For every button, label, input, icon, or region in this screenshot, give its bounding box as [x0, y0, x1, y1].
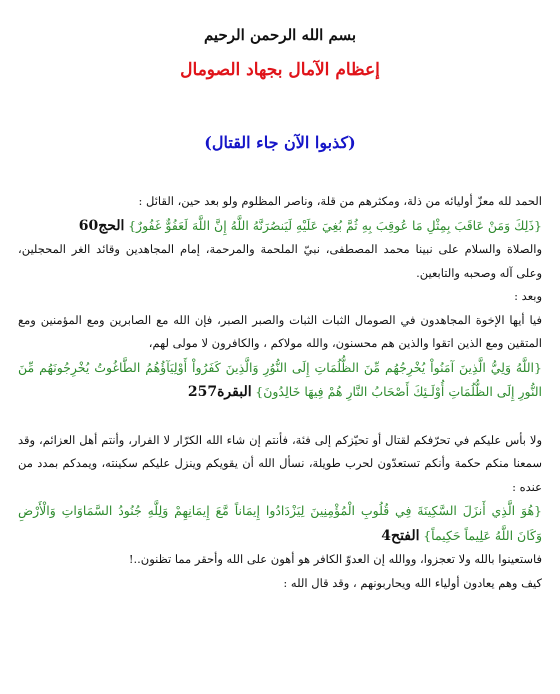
document-body [18, 190, 542, 595]
paragraph-seek-help: فاستعينوا بالله ولا تعجزوا، ووالله إن العدوّ الكافر هو أهون على الله وأحقر مما تظنون..! [128, 552, 542, 566]
document-title: إعظام الآمال بجهاد الصومال [180, 60, 380, 80]
paragraph-exhortation: فيا أيها الإخوة المجاهدون في الصومال الثبات الثبات والصبر الصبر، فإن الله مع الصابرين ومع المؤمنين ومع المتقين ومع الذين اتقوا والذين هم محسنون، والله مولاكم ، والكافرون لا مولى لهم، [18, 312, 542, 350]
paragraph-gap [18, 405, 542, 429]
paragraph-wa-baad: وبعد : [514, 289, 542, 303]
quran-verse-fath: {هُوَ الَّذِي أَنزَلَ السَّكِينَةَ فِي قُلُوبِ الْمُؤْمِنِينَ لِيَزْدَادُوا إِيمَاناً مَّعَ إِيمَانِهِمْ وَلِلَّهِ جُنُودُ السَّمَاوَاتِ وَالْأَرْضِ وَكَانَ اللَّهُ عَلِيماً حَكِيماً} [18, 503, 542, 543]
verse-reference: الفتح4 [381, 527, 420, 544]
verse-reference: البقرة257 [187, 384, 252, 400]
paragraph-encouragement: ولا بأس عليكم في تحرّفكم لقتال أو تحيّزكم إلى فئة، فأنتم إن شاء الله الكرّار لا الفرار، وأنتم أهل العزائم، وقد سمعنا منكم حكمة وأنكم تستعدّون لحرب طويلة، نسأل الله أن يقويكم وينزل عليكم سكينته، ويمدكم بمدد من عنده : [18, 432, 542, 494]
verse-block [18, 214, 542, 239]
paragraph-praise: الحمد لله معزّ أوليائه من ذلة، ومكثرهم من قلة، وناصر المظلوم ولو بعد حين، القائل : [138, 194, 542, 208]
verse-reference: الحج60 [78, 217, 125, 234]
paragraph-salutation: والصلاة والسلام على نبينا محمد المصطفى، نبيّ الملحمة والمرحمة، إمام المجاهدين وقائد الغر المحجلين، وعلى آله وصحبه والتابعين. [18, 242, 542, 280]
basmala-heading: بسم الله الرحمن الرحيم [203, 26, 357, 44]
verse-block [18, 356, 542, 405]
paragraph-closing: كيف وهم يعادون أولياء الله ويحاربونهم ، وقد قال الله : [283, 575, 542, 590]
verse-block [18, 499, 542, 548]
quran-verse-hajj: {ذَلِكَ وَمَنْ عَاقَبَ بِمِثْلِ مَا عُوقِبَ بِهِ ثُمَّ بُغِيَ عَلَيْهِ لَيَنصُرَنَّهُ اللَّهُ إِنَّ اللَّهَ لَعَفُوٌّ غَفُورٌ} [128, 217, 542, 233]
quran-verse-baqarah: {اللَّهُ وَلِيُّ الَّذِينَ آمَنُواْ يُخْرِجُهُم مِّنَ الظُّلُمَاتِ إِلَى النُّوُرِ وَالَّذِينَ كَفَرُواْ أَوْلِيَآؤُهُمُ الطَّاغُوتُ يُخْرِجُونَهُم مِّنَ النُّورِ إِلَى الظُّلُمَاتِ أُوْلَـئِكَ أَصْحَابُ النَّارِ هُمْ فِيهَا خَالِدُونَ} [18, 359, 542, 399]
document-subtitle: (كذبوا الآن جاء القتال) [204, 133, 356, 152]
